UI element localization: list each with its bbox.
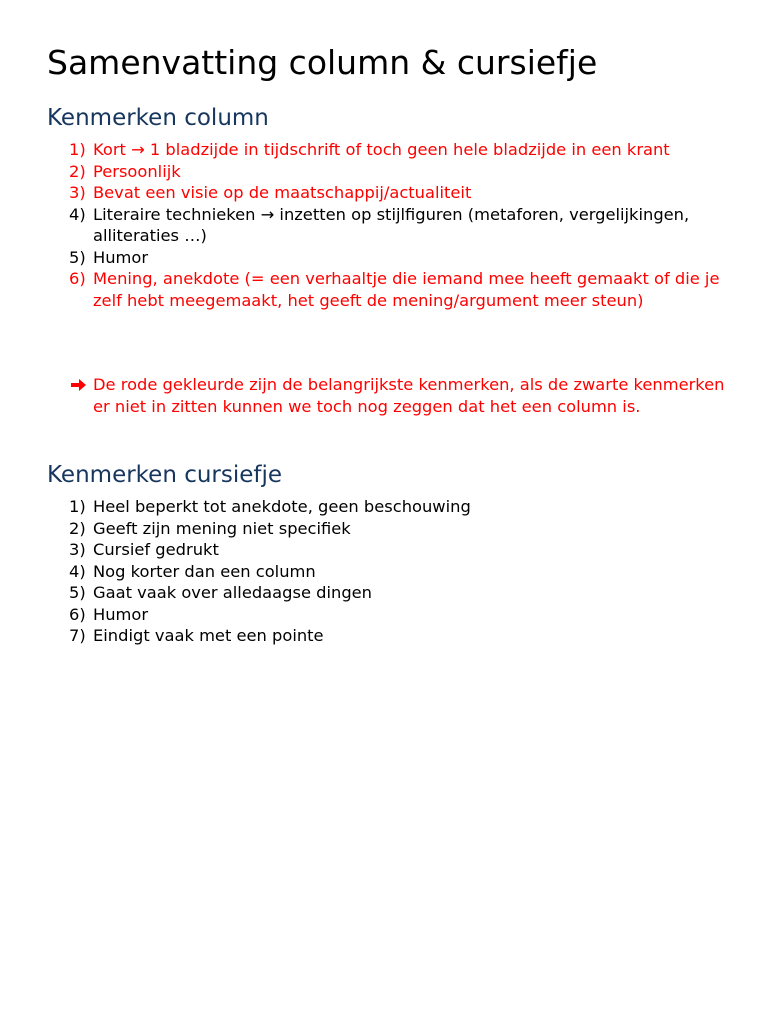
- list-item-text: Nog korter dan een column: [93, 561, 316, 581]
- list-item-text: Literaire technieken → inzetten op stijlfiguren (metaforen, vergelijkingen, alliteraties …): [93, 204, 690, 245]
- list-item: [0, 247, 726, 269]
- column-note: [0, 374, 726, 417]
- list-item-number: 4): [69, 204, 86, 224]
- list-item-text: Mening, anekdote (= een verhaaltje die iemand mee heeft gemaakt of die je zelf hebt meegemaakt, het geeft de mening/argument meer steun): [93, 269, 720, 310]
- list-item-text: Kort → 1 bladzijde in tijdschrift of toch geen hele bladzijde in een krant: [93, 140, 670, 159]
- list-item-number: 6): [69, 269, 86, 288]
- list-item-number: 7): [69, 626, 86, 645]
- list-item-text: Humor: [93, 604, 149, 624]
- list-item-number: 1): [69, 140, 86, 159]
- list-item-text: Geeft zijn mening niet specifiek: [93, 518, 351, 538]
- page-title: Samenvatting column & cursiefje: [47, 43, 598, 82]
- list-item-text: Heel beperkt tot anekdote, geen beschouwing: [93, 497, 471, 516]
- cursiefje-characteristics-list: [0, 496, 726, 647]
- list-item: [0, 539, 726, 561]
- list-item-number: 3): [69, 540, 86, 559]
- list-item-number: 2): [69, 518, 86, 538]
- list-item-number: 2): [69, 161, 86, 181]
- note-text: De rode gekleurde zijn de belangrijkste kenmerken, als de zwarte kenmerken er niet in zitten kunnen we toch nog zeggen dat het een column is.: [93, 375, 725, 416]
- list-item-number: 1): [69, 497, 86, 516]
- note-paragraph: [0, 374, 726, 417]
- list-item-number: 5): [69, 583, 86, 602]
- list-item: [0, 561, 726, 583]
- list-item-number: 6): [69, 604, 86, 624]
- list-item: [0, 625, 726, 647]
- list-item-text: Cursief gedrukt: [93, 540, 219, 559]
- list-item-text: Eindigt vaak met een pointe: [93, 626, 324, 645]
- section-heading-cursiefje: Kenmerken cursiefje: [47, 462, 283, 488]
- arrow-right-icon: [70, 374, 87, 392]
- column-characteristics-list: [0, 139, 726, 311]
- list-item: [0, 204, 726, 247]
- list-item: [0, 139, 726, 161]
- list-item: [0, 496, 726, 518]
- list-item-text: Humor: [93, 247, 149, 267]
- list-item-number: 5): [69, 247, 86, 267]
- list-item: [0, 161, 726, 183]
- list-item-text: Bevat een visie op de maatschappij/actualiteit: [93, 183, 472, 202]
- list-item-text: Persoonlijk: [93, 161, 181, 181]
- list-item: [0, 268, 726, 311]
- list-item-number: 3): [69, 183, 86, 202]
- list-item: [0, 182, 726, 204]
- list-item: [0, 518, 726, 540]
- list-item: [0, 582, 726, 604]
- list-item-text: Gaat vaak over alledaagse dingen: [93, 583, 372, 602]
- section-heading-column: Kenmerken column: [47, 105, 269, 131]
- list-item: [0, 604, 726, 626]
- list-item-number: 4): [69, 561, 86, 581]
